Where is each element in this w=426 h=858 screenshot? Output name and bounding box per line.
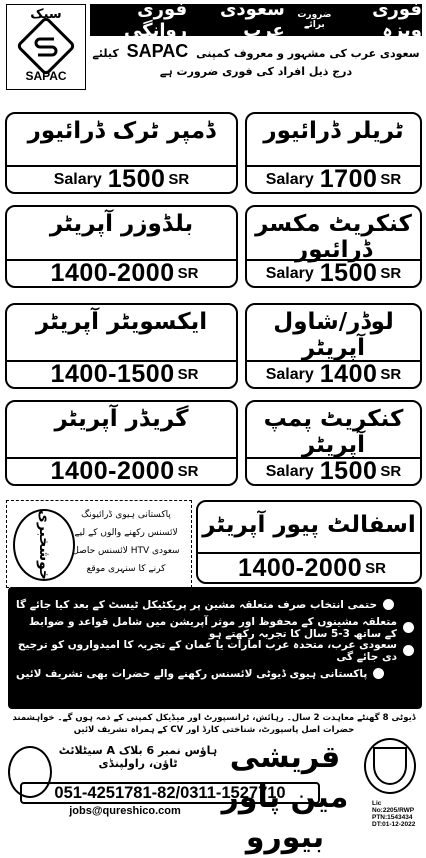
job-card bbox=[245, 112, 422, 194]
requirement-item bbox=[8, 593, 422, 616]
salary-currency: SR bbox=[177, 265, 199, 282]
contact-phone[interactable]: 051-4251781-82/0311-1527710 bbox=[20, 782, 320, 804]
salary-currency: SR bbox=[365, 559, 386, 577]
job-title: لوڈر/شاول آپریٹر bbox=[273, 309, 394, 361]
salary-row bbox=[7, 259, 236, 286]
license-info bbox=[372, 800, 424, 828]
salary-amount: 1700 bbox=[319, 165, 378, 193]
logo-urdu-text: سبک bbox=[30, 7, 62, 22]
sapac-emblem-icon bbox=[23, 23, 69, 69]
salary-currency: SR bbox=[380, 265, 402, 282]
visa-tag: فوری ویزہ bbox=[372, 0, 422, 41]
salary-row bbox=[7, 457, 236, 484]
salary-currency: SR bbox=[177, 366, 199, 383]
good-news-badge: خوشخبری bbox=[13, 509, 75, 581]
need-for: ضرورت برائے bbox=[297, 10, 332, 30]
salary-currency: SR bbox=[177, 463, 199, 480]
requirement-text: متعلقہ مشینوں کے محفوظ اور موثر آپریشن میں شامل قواعد و ضوابط کے ساتھ 3-5 سال کا تجربہ رکھتے ہو bbox=[28, 615, 397, 640]
header-banner bbox=[90, 0, 422, 41]
license-number: Lic No:2205/RWP bbox=[372, 800, 415, 814]
requirement-item bbox=[8, 639, 422, 662]
rict-seal-icon bbox=[364, 738, 416, 794]
salary-row bbox=[247, 360, 420, 387]
intro-company: SAPAC bbox=[126, 41, 189, 61]
intro-part1: سعودی عرب کی مشہور و معروف کمپنی bbox=[196, 47, 420, 60]
salary-amount: 1500 bbox=[107, 165, 166, 193]
job-card bbox=[245, 400, 422, 486]
bullet-icon bbox=[403, 622, 414, 633]
requirement-item bbox=[8, 662, 422, 685]
job-card bbox=[5, 112, 238, 194]
departure: فوری روانگی bbox=[123, 0, 188, 41]
salary-amount: 1400-2000 bbox=[238, 553, 363, 582]
logo-text: SAPAC bbox=[25, 69, 67, 83]
job-card bbox=[196, 500, 422, 584]
good-news-box bbox=[6, 500, 192, 588]
salary-row bbox=[247, 457, 420, 484]
requirement-text: پاکستانی ہیوی ڈیوٹی لائسنس رکھنے والے حضرات بھی تشریف لائیں bbox=[16, 667, 368, 680]
country: سعودی عرب bbox=[219, 0, 285, 41]
salary-row bbox=[7, 165, 236, 192]
salary-row bbox=[198, 552, 420, 582]
job-card bbox=[5, 303, 238, 389]
salary-currency: SR bbox=[380, 171, 402, 188]
salary-currency: SR bbox=[168, 171, 190, 188]
footer-address: ہاؤس نمبر 6 بلاک A سیٹلائٹ ٹاؤن، راولپنڈی bbox=[58, 744, 218, 770]
salary-row bbox=[247, 165, 420, 192]
intro-part2: کیلئے درج ذیل افراد کی فوری ضرورت ہے bbox=[92, 47, 353, 78]
requirement-text: حتمی انتخاب صرف متعلقہ مشین پر پریکٹیکل ٹیسٹ کے بعد کیا جائے گا bbox=[16, 598, 378, 611]
job-card bbox=[245, 205, 422, 288]
salary-amount: 1400-2000 bbox=[50, 457, 175, 485]
job-title: ایکسویٹر آپریٹر bbox=[35, 309, 208, 335]
job-title: گریڈر آپریٹر bbox=[54, 406, 189, 432]
salary-label: Salary bbox=[53, 170, 102, 188]
salary-amount: 1500 bbox=[319, 457, 378, 485]
salary-label: Salary bbox=[265, 264, 314, 282]
salary-currency: SR bbox=[380, 366, 402, 383]
salary-row bbox=[247, 259, 420, 286]
intro-line bbox=[90, 42, 422, 81]
ptn-number: PTN:1543434 bbox=[372, 814, 413, 821]
salary-currency: SR bbox=[380, 463, 402, 480]
salary-amount: 1400 bbox=[319, 360, 378, 388]
job-card bbox=[5, 205, 238, 288]
bullet-icon bbox=[403, 645, 414, 656]
contact-email[interactable]: jobs@qureshico.com bbox=[69, 805, 181, 817]
job-title: کنکریٹ مکسر ڈرائیور bbox=[255, 211, 412, 263]
job-title: اسفالٹ پیور آپریٹر bbox=[202, 512, 416, 538]
sapac-logo bbox=[6, 4, 86, 90]
notice-text: ڈیوٹی 8 گھنٹے معاہدت 2 سال۔ رہائش، ٹرانسپورٹ اور میڈیکل کمپنی کے ذمہ ہوں گے۔ خواہشمند حضرات اصل پاسپورٹ، شناختی کارڈ اور CV کے ہمراہ تشریف لائیں bbox=[12, 713, 416, 735]
bullet-icon bbox=[383, 599, 394, 610]
salary-label: Salary bbox=[265, 365, 314, 383]
good-news-text: پاکستانی ہیوی ڈرائیونگ لائسنس رکھنے والوں کے لیے سعودی HTV لائسنس حاصل کرنے کا سنہری موقع bbox=[72, 510, 180, 574]
salary-label: Salary bbox=[265, 170, 314, 188]
requirement-text: سعودی عرب، متحدہ عرب امارات یا عمان کے تجربہ کا امیدواروں کو ترجیح دی جائے گی bbox=[17, 638, 397, 663]
license-date: DT:01-12-2022 bbox=[372, 821, 416, 828]
footer-company: قریشی مین پاور بیورو bbox=[221, 740, 349, 855]
bullet-icon bbox=[373, 668, 384, 679]
salary-row bbox=[7, 360, 236, 387]
job-title: ٹریلر ڈرائیور bbox=[263, 118, 404, 144]
salary-amount: 1400-1500 bbox=[50, 360, 175, 388]
job-title: ڈمپر ٹرک ڈرائیور bbox=[27, 118, 216, 144]
requirements-banner bbox=[8, 587, 422, 709]
job-card bbox=[245, 303, 422, 389]
job-title: بلڈوزر آپریٹر bbox=[49, 211, 194, 237]
salary-label: Salary bbox=[265, 462, 314, 480]
salary-amount: 1400-2000 bbox=[50, 259, 175, 287]
requirement-item bbox=[8, 616, 422, 639]
salary-amount: 1500 bbox=[319, 259, 378, 287]
job-title: کنکریٹ پمپ آپریٹر bbox=[263, 406, 404, 458]
job-card bbox=[5, 400, 238, 486]
